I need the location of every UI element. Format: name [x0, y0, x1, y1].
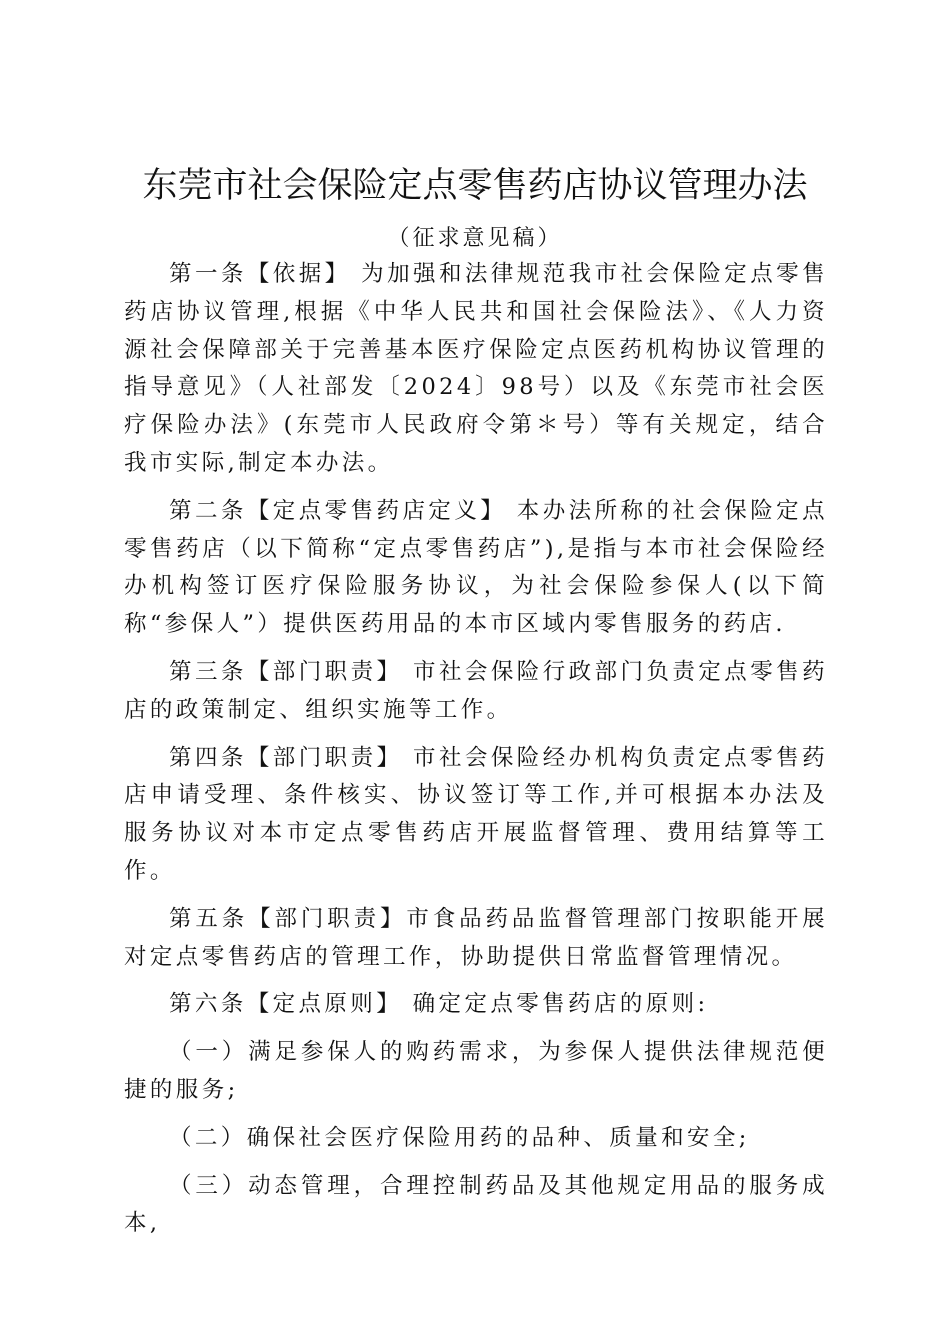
- document-body: [124, 256, 828, 1243]
- article-3: 第三条【部门职责】 市社会保险行政部门负责定点零售药店的政策制定、组织实施等工作。: [124, 658, 828, 723]
- article-4: 第四条【部门职责】 市社会保险经办机构负责定点零售药店申请受理、条件核实、协议签订等工作,并可根据本办法及服务协议对本市定点零售药店开展监督管理、费用结算等工作。: [124, 744, 828, 884]
- article-5: 第五条【部门职责】市食品药品监督管理部门按职能开展对定点零售药店的管理工作，协助提供日常监督管理情况。: [124, 905, 828, 970]
- article-6: 第六条【定点原则】 确定定点零售药店的原则:: [169, 991, 709, 1018]
- document-title: 东莞市社会保险定点零售药店协议管理办法: [142, 166, 808, 206]
- article-1: 第一条【依据】 为加强和法律规范我市社会保险定点零售药店协议管理,根据《中华人民共和国社会保险法》、《人力资源社会保障部关于完善基本医疗保险定点医药机构协议管理的指导意见》（人社部发〔2024〕98号）以及《东莞市社会医疗保险办法》(东莞市人民政府令第＊号）等有关规定，结合我市实际,制定本办法。: [124, 261, 828, 476]
- document-subtitle: （征求意见稿）: [387, 226, 563, 251]
- article-6-item-1: （一）满足参保人的购药需求，为参保人提供法律规范便捷的服务;: [124, 1039, 828, 1103]
- article-2: 第二条【定点零售药店定义】 本办法所称的社会保险定点零售药店（以下简称“定点零售药店”),是指与本市社会保险经办机构签订医疗保险服务协议，为社会保险参保人(以下简称“参保人”）提供医药用品的本市区域内零售服务的药店.: [124, 497, 828, 638]
- article-6-item-2: （二）确保社会医疗保险用药的品种、质量和安全;: [169, 1124, 750, 1151]
- article-6-item-3: （三）动态管理，合理控制药品及其他规定用品的服务成本,: [124, 1172, 828, 1237]
